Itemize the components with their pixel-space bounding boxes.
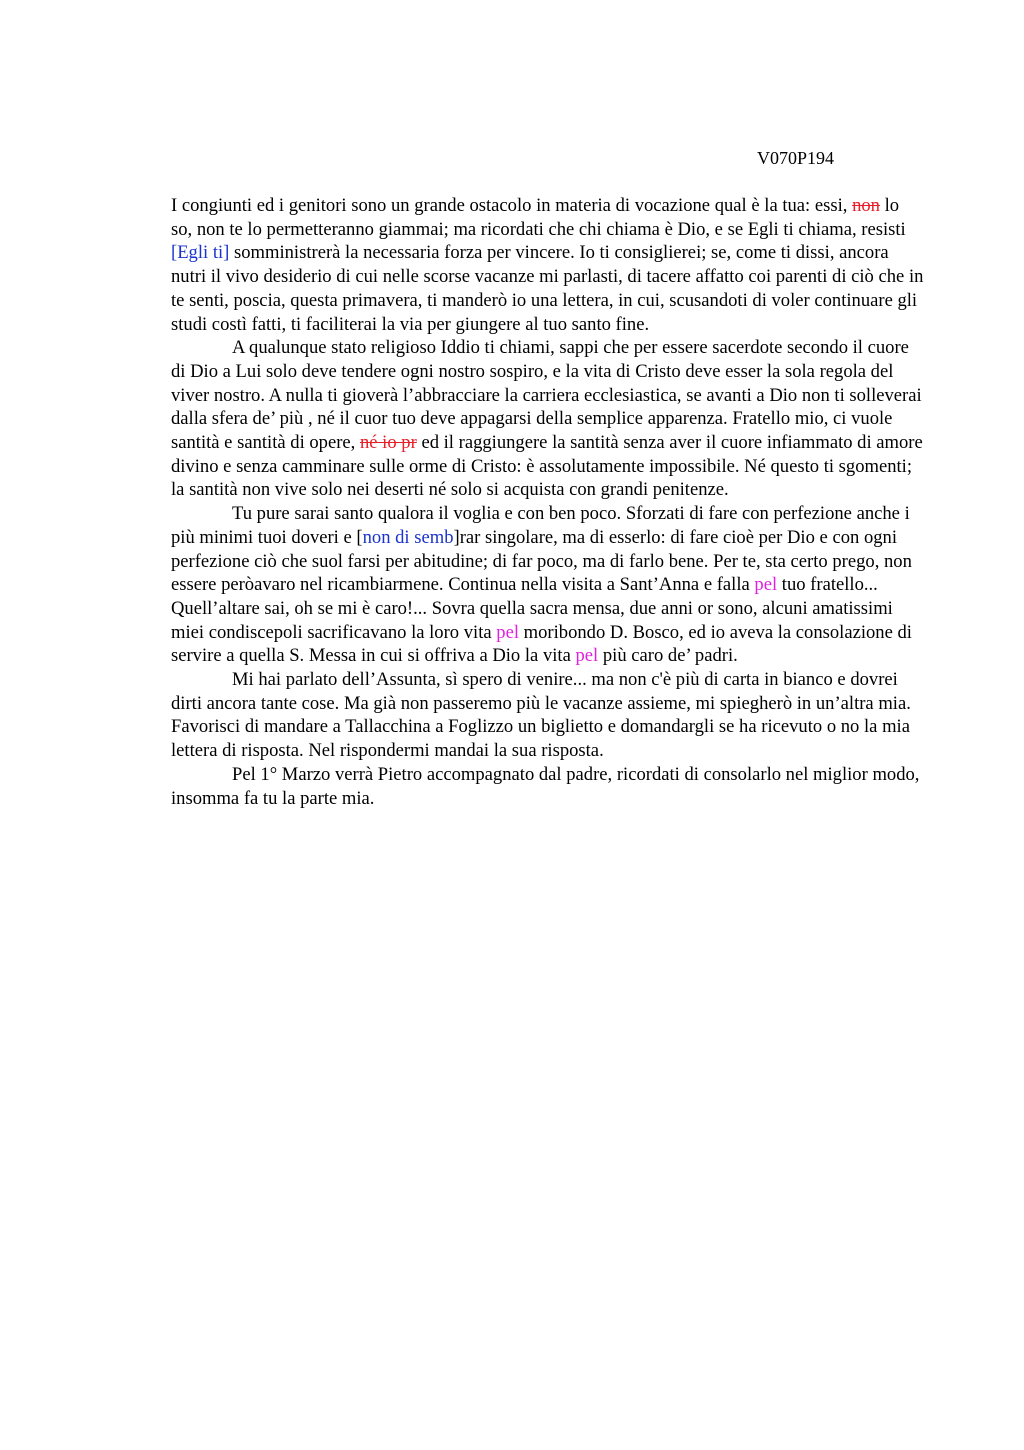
deleted-text: non bbox=[852, 195, 880, 216]
text-run: ]rar singolare, ma di esserlo: di fare cioè per Dio e con ogni perfezione ciò che suol farsi per abitudine; di far poco, ma di farlo bene. Per te, sta certo prego, non essere peròavaro nel ricambiarmene. Continua nella visita a Sant’Anna e falla bbox=[171, 526, 912, 596]
text-run: somministrerà la necessaria forza per vincere. Io ti consiglierei; se, come ti dissi, ancora nutri il vivo desiderio di cui nelle scorse vacanze mi parlasti, di tacere affatto coi parenti di ciò che in te senti, poscia, questa primavera, ti manderò io una lettera, in cui, scusandoti di voler continuare gli studi costì fatti, ti faciliterai la via per giungere al tuo santo fine. bbox=[171, 242, 924, 335]
highlighted-word: pel bbox=[575, 645, 599, 667]
text-run: lo so, non te lo permetteranno giammai; ma ricordati che chi chiama è Dio, e se Egli ti chiama, resisti bbox=[171, 195, 906, 240]
paragraph bbox=[171, 668, 924, 763]
letter-body bbox=[171, 194, 924, 810]
text-run: I congiunti ed i genitori sono un grande ostacolo in materia di vocazione qual è la tua: essi, bbox=[171, 195, 853, 216]
inserted-text: [Egli ti] bbox=[171, 242, 230, 264]
highlighted-word: pel bbox=[754, 574, 778, 596]
text-run: Pel 1° Marzo verrà Pietro accompagnato dal padre, ricordati di consolarlo nel miglior modo, insomma fa tu la parte mia. bbox=[171, 763, 920, 809]
paragraph bbox=[171, 763, 924, 810]
text-run: moribondo D. Bosco, ed io aveva la consolazione di servire a quella S. Messa in cui si offriva a Dio la vita bbox=[171, 621, 912, 667]
highlighted-word: pel bbox=[496, 621, 519, 643]
paragraph bbox=[171, 336, 924, 502]
page-identifier: V070P194 bbox=[757, 148, 835, 168]
paragraph bbox=[171, 502, 924, 668]
text-run: più caro de’ padri. bbox=[598, 645, 738, 667]
text-run: tuo fratello... Quell’altare sai, oh se mi è caro!... Sovra quella sacra mensa, due anni or sono, alcuni amatissimi miei condiscepoli sacrificavano la loro vita bbox=[171, 574, 893, 643]
deleted-text: né io pr bbox=[359, 432, 417, 454]
text-run: Tu pure sarai santo qualora il voglia e con ben poco. Sforzati di fare con perfezione anche i più minimi tuoi doveri e [ bbox=[171, 503, 910, 548]
text-run: ed il raggiungere la santità senza aver il cuore infiammato di amore divino e senza camminare sulle orme di Cristo: è assolutamente impossibile. Né questo ti sgomenti; la santità non vive solo nei deserti né solo si acquista con grandi penitenze. bbox=[171, 432, 923, 501]
paragraph bbox=[171, 194, 924, 336]
inserted-text: non di semb bbox=[362, 526, 454, 548]
text-run: A qualunque stato religioso Iddio ti chiami, sappi che per essere sacerdote secondo il cuore di Dio a Lui solo deve tendere ogni nostro sospiro, e la vita di Cristo deve esser la sola regola del viver nostro. A nulla ti gioverà l’abbracciare la carriera ecclesiastica, se avanti a Dio non ti solleverai dalla sfera de’ più , né il cuor tuo deve appagarsi della semplice apparenza. Fratello mio, ci vuole santità e santità di opere, bbox=[171, 337, 922, 454]
text-run: Mi hai parlato dell’Assunta, sì spero di venire... ma non c'è più di carta in bianco e dovrei dirti ancora tante cose. Ma già non passeremo più le vacanze assieme, mi spiegherò in un’altra mia. Favorisci di mandare a Tallacchina a Foglizzo un biglietto e domandargli se ha ricevuto o no la mia lettera di risposta. Nel rispondermi mandai la sua risposta. bbox=[171, 669, 911, 762]
